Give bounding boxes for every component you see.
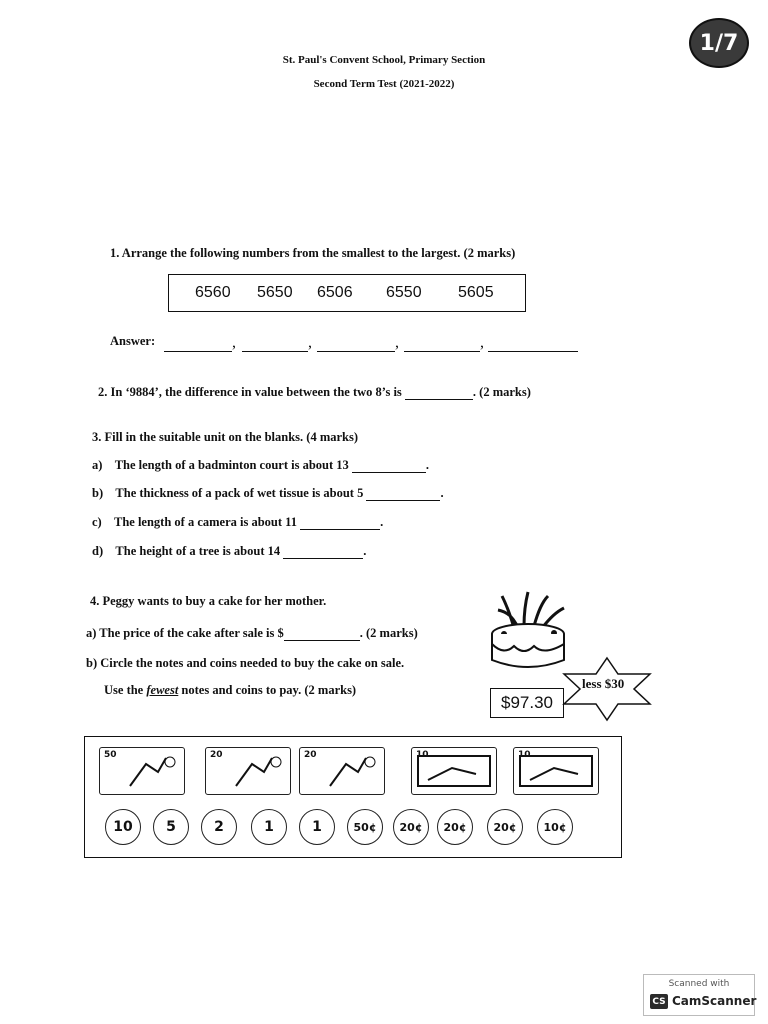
- q3-item-text: The thickness of a pack of wet tissue is about 5: [115, 486, 364, 500]
- note-value: 10: [416, 750, 429, 760]
- q1-number-box: [168, 274, 526, 312]
- coin[interactable]: 10¢: [537, 809, 573, 845]
- coin[interactable]: 2: [201, 809, 237, 845]
- q3-blank[interactable]: [352, 460, 426, 473]
- banknote[interactable]: [411, 747, 497, 795]
- banknote[interactable]: [299, 747, 385, 795]
- coin[interactable]: 10: [105, 809, 141, 845]
- q1-answer-blank[interactable]: [488, 334, 578, 352]
- q3-blank[interactable]: [300, 517, 380, 530]
- page-number-badge: 1/7: [689, 18, 749, 68]
- coin[interactable]: 1: [251, 809, 287, 845]
- q3-item: d) The height of a tree is about 14 .: [92, 544, 367, 558]
- test-title: Second Term Test (2021-2022): [313, 78, 455, 90]
- coin[interactable]: 20¢: [437, 809, 473, 845]
- watermark-brand: CamScanner: [672, 994, 757, 1008]
- q4a-blank[interactable]: [284, 628, 360, 641]
- coin[interactable]: 20¢: [393, 809, 429, 845]
- q4b-text-post: notes and coins to pay. (2 marks): [178, 683, 357, 697]
- q2-text: 2. In ‘9884’, the difference in value between the two 8’s is: [98, 385, 402, 399]
- q3-blank[interactable]: [283, 546, 363, 559]
- q1-answer-blank[interactable]: ,: [164, 334, 236, 352]
- discount-label: less $30: [582, 676, 625, 691]
- q3-item-label: b): [92, 486, 104, 500]
- q1-answer-blank[interactable]: ,: [242, 334, 312, 352]
- school-name: St. Paul's Convent School, Primary Section: [282, 54, 486, 66]
- q4-title: 4. Peggy wants to buy a cake for her mother.: [90, 594, 327, 608]
- coin[interactable]: 20¢: [487, 809, 523, 845]
- q1-number: 5650: [257, 284, 293, 301]
- q2-marks: . (2 marks): [472, 385, 531, 399]
- q2-line: [98, 385, 531, 400]
- q4a-text: a) The price of the cake after sale is $: [86, 626, 284, 640]
- q4a-marks: . (2 marks): [359, 626, 418, 640]
- q3-item-label: a): [92, 458, 103, 472]
- coin[interactable]: 50¢: [347, 809, 383, 845]
- q1-number: 6560: [195, 284, 231, 301]
- cake-price-tag: $97.30: [490, 688, 564, 718]
- q3-item-label: d): [92, 544, 104, 558]
- banknote[interactable]: [205, 747, 291, 795]
- q3-blank[interactable]: [366, 488, 440, 501]
- q1-number: 5605: [458, 284, 494, 301]
- q2-blank[interactable]: [405, 387, 473, 400]
- q1-number: 6506: [317, 284, 353, 301]
- note-value: 20: [210, 750, 223, 760]
- q1-answer-label: Answer:: [110, 334, 156, 348]
- q3-item: b) The thickness of a pack of wet tissue is about 5 .: [92, 486, 444, 500]
- note-value: 50: [104, 750, 117, 760]
- camscanner-logo-icon: CS: [650, 994, 668, 1009]
- q4b-line2: [104, 683, 356, 698]
- note-value: 10: [518, 750, 531, 760]
- watermark-caption: Scanned with: [668, 979, 730, 989]
- q1-number: 6550: [386, 284, 422, 301]
- banknote[interactable]: [99, 747, 185, 795]
- q4b-text-pre: Use the: [104, 683, 147, 697]
- q4a-line: [86, 626, 418, 641]
- note-value: 20: [304, 750, 317, 760]
- banknote[interactable]: [513, 747, 599, 795]
- q1-answer-blank[interactable]: ,: [317, 334, 399, 352]
- q3-item-text: The height of a tree is about 14: [115, 544, 281, 558]
- coin[interactable]: 1: [299, 809, 335, 845]
- q3-title: 3. Fill in the suitable unit on the blanks. (4 marks): [92, 430, 359, 444]
- money-panel: [84, 736, 622, 858]
- q3-item-text: The length of a badminton court is about 13: [114, 458, 349, 472]
- q3-item-text: The length of a camera is about 11: [114, 515, 297, 529]
- q3-item: a) The length of a badminton court is about 13 .: [92, 458, 430, 472]
- q3-item-label: c): [92, 515, 102, 529]
- q3-item: c) The length of a camera is about 11 .: [92, 515, 384, 529]
- camscanner-watermark: [643, 974, 755, 1016]
- coin[interactable]: 5: [153, 809, 189, 845]
- q1-answer-blank[interactable]: ,: [404, 334, 484, 352]
- q4b-emphasis: fewest: [146, 683, 179, 697]
- q4b-line1: b) Circle the notes and coins needed to buy the cake on sale.: [86, 656, 405, 670]
- q1-text: 1. Arrange the following numbers from the smallest to the largest. (2 marks): [110, 246, 516, 260]
